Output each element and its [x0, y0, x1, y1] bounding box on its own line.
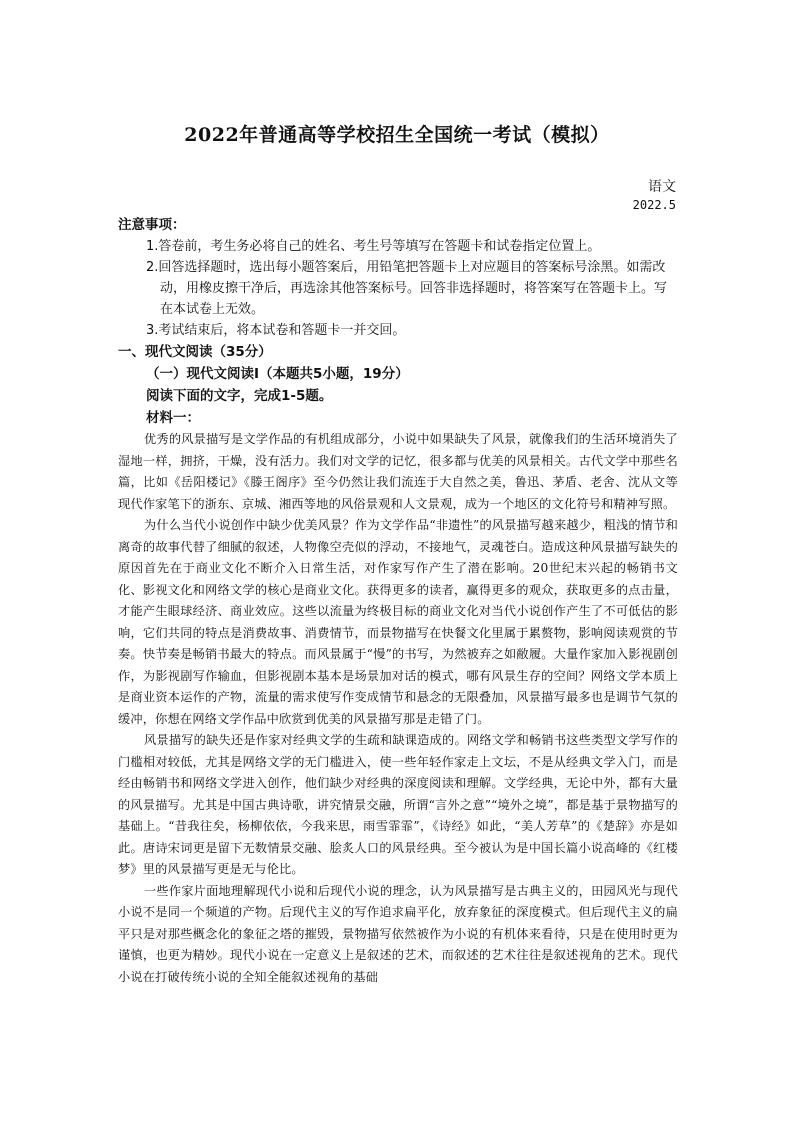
section-heading: 一、现代文阅读（35分）	[118, 344, 272, 360]
notice-item-1: 1.答卷前，考生务必将自己的姓名、考生号等填写在答题卡和试卷指定位置上。	[146, 239, 601, 254]
passage-paragraph-4: 一些作家片面地理解现代小说和后现代小说的理念，认为风景描写是古典主义的，田园风光与现代小说不是同一个频道的产物。后现代主义的写作追求扁平化，放弃象征的深度模式。但后现代主义的扁平只是对那些概念化的象征之塔的摧毁，景物描写依然被作为小说的有机体来看待，只是在使用时更为谨慎，也更为精妙。现代小说在一定意义上是叙述的艺术，而叙述的艺术往往是叙述视角的艺术。现代小说在打破传统小说的全知全能叙述视角的基础	[118, 883, 678, 984]
notice-heading: 注意事项：	[118, 217, 186, 233]
notice-item-2: 2.回答选择题时，选出每小题答案后，用铅笔把答题卡上对应题目的答案标号涂黑。如需改动，用橡皮擦干净后，再选涂其他答案标号。回答非选择题时，将答案写在答题卡上。写在本试卷上无效。	[146, 260, 668, 317]
passage-paragraph-2: 为什么当代小说创作中缺少优美风景？作为文学作品“非遗性”的风景描写越来越少，粗浅的情节和离奇的故事代替了细腻的叙述，人物像空壳似的浮动，不接地气，灵魂苍白。造成这种风景描写缺失的原因首先在于商业文化不断介入日常生活，对作家写作产生了潜在影响。20世纪末兴起的畅销书文化、影视文化和网络文学的核心是商业文化。获得更多的读者，赢得更多的观众，获取更多的点击量，才能产生眼球经济、商业效应。这些以流量为终极目标的商业文化对当代小说创作产生了不可低估的影响，它们共同的特点是消费故事、消费情节，而景物描写在快餐文化里属于累赘物，影响阅读观赏的节奏。快节奏是畅销书最大的特点。而风景属于“慢”的书写，为然被弃之如敝履。大量作家加入影视剧创作，为影视剧写作输血，但影视剧本基本是场景加对话的模式，哪有风景生存的空间？网络文学本质上是商业资本运作的产物，流量的需求使写作变成情节和悬念的无限叠加，风景描写最多也是调节气氛的缓冲，你想在网络文学作品中欣赏到优美的风景描写那是走错了门。	[118, 518, 678, 726]
exam-date: 2022.5	[632, 198, 676, 212]
passage-paragraph-1: 优秀的风景描写是文学作品的有机组成部分，小说中如果缺失了风景，就像我们的生活环境消失了湿地一样，拥挤，干燥，没有活力。我们对文学的记忆，很多都与优美的风景相关。古代文学中那些名篇，比如《岳阳楼记》《滕王阁序》至今仍然让我们流连于大自然之美，鲁迅、茅盾、老舍、沈从文等现代作家笔下的浙东、京城、湘西等地的风俗景观和人文景观，成为一个地区的文化符号和精神写照。	[118, 432, 678, 511]
subject-label: 语文	[648, 179, 676, 195]
material-label: 材料一：	[146, 410, 200, 426]
notice-item-3: 3.考试结束后，将本试卷和答题卡一并交回。	[146, 323, 406, 338]
section-subheading: （一）现代文阅读Ⅰ（本题共5小题，19分）	[146, 366, 409, 382]
exam-title: 2022年普通高等学校招生全国统一考试（模拟）	[184, 124, 610, 146]
reading-instruction: 阅读下面的文字，完成1-5题。	[146, 388, 333, 404]
exam-body	[118, 214, 678, 988]
passage-paragraph-3: 风景描写的缺失还是作家对经典文学的生疏和缺课造成的。网络文学和畅销书这些类型文学写作的门槛相对较低，尤其是网络文学的无门槛进入，使一些年轻作家走上文坛，不是从经典文学入门，而是经由畅销书和网络文学进入创作，他们缺少对经典的深度阅读和理解。文学经典，无论中外，都有大量的风景描写。尤其是中国古典诗歌，讲究情景交融，所谓“言外之意”“境外之境”，都是基于景物描写的基础上。“昔我往矣，杨柳依依，今我来思，雨雪霏霏”，《诗经》如此，“美人芳草”的《楚辞》亦是如此。唐诗宋词更是留下无数情景交融、脍炙人口的风景经典。至今被认为是中国长篇小说高峰的《红楼梦》里的风景描写更是无与伦比。	[118, 733, 678, 876]
